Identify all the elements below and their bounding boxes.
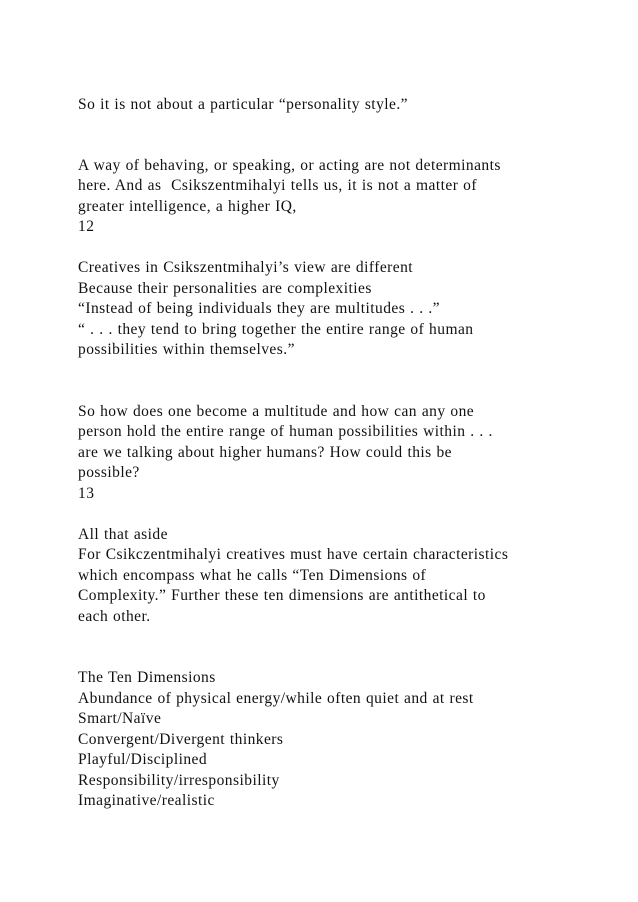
text-line: For Csikczentmihalyi creatives must have certain characteristics <box>78 546 509 563</box>
list-item: Abundance of physical energy/while often quiet and at rest <box>78 690 474 707</box>
text-line: All that aside <box>78 526 168 543</box>
list-item: Smart/Naïve <box>78 710 162 727</box>
list-item: Convergent/Divergent thinkers <box>78 731 284 748</box>
text-line: So how does one become a multitude and how can any one <box>78 403 475 420</box>
text-line: greater intelligence, a higher IQ, <box>78 198 297 215</box>
slide-number: 12 <box>78 218 95 235</box>
text-line: person hold the entire range of human possibilities within . . . <box>78 423 493 440</box>
slide-number: 13 <box>78 485 95 502</box>
text-line: A way of behaving, or speaking, or acting are not determinants <box>78 157 501 174</box>
list-item: Playful/Disciplined <box>78 751 208 768</box>
list-item: Responsibility/irresponsibility <box>78 772 280 789</box>
text-line: Creatives in Csikszentmihalyi’s view are different <box>78 259 414 276</box>
section-heading: The Ten Dimensions <box>78 669 216 686</box>
text-line: which encompass what he calls “Ten Dimensions of <box>78 567 427 584</box>
text-line: “Instead of being individuals they are multitudes . . .” <box>78 300 441 317</box>
text-line: each other. <box>78 608 151 625</box>
text-line: possibilities within themselves.” <box>78 341 295 358</box>
text-line: here. And as Csikszentmihalyi tells us, it is not a matter of <box>78 177 477 194</box>
text-line: possible? <box>78 464 140 481</box>
list-item: Imaginative/realistic <box>78 792 215 809</box>
text-line: Because their personalities are complexities <box>78 280 372 297</box>
text-line: So it is not about a particular “personality style.” <box>78 96 409 113</box>
text-line: “ . . . they tend to bring together the entire range of human <box>78 321 474 338</box>
text-line: Complexity.” Further these ten dimensions are antithetical to <box>78 587 486 604</box>
text-line: are we talking about higher humans? How could this be <box>78 444 452 461</box>
